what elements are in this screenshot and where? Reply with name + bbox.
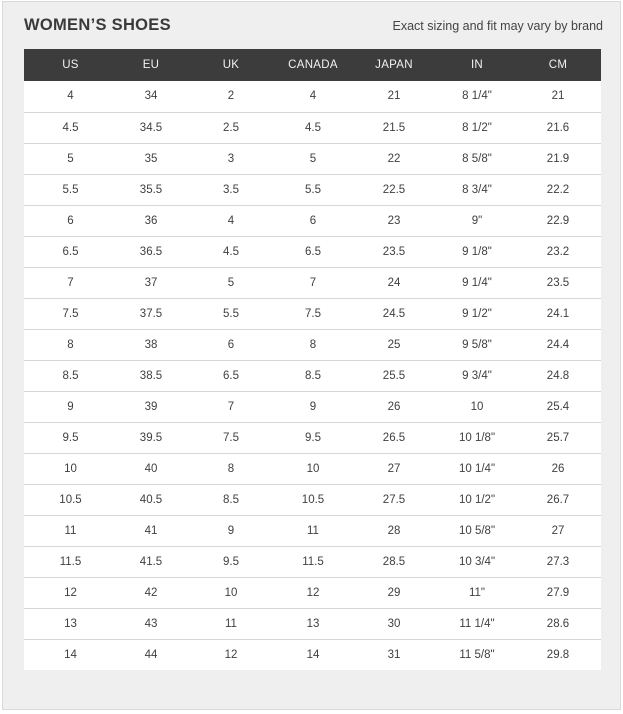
cell-canada: 7.5 <box>277 298 349 329</box>
cell-canada: 4 <box>277 81 349 112</box>
cell-eu: 38.5 <box>117 360 185 391</box>
table-row <box>24 484 601 515</box>
cell-cm: 22.2 <box>515 174 601 205</box>
cell-cm: 24.1 <box>515 298 601 329</box>
cell-japan: 21 <box>349 81 439 112</box>
cell-cm: 23.2 <box>515 236 601 267</box>
cell-eu: 37 <box>117 267 185 298</box>
cell-canada: 12 <box>277 577 349 608</box>
cell-japan: 27 <box>349 453 439 484</box>
table-row <box>24 515 601 546</box>
table-row <box>24 174 601 205</box>
table-header <box>24 49 601 81</box>
cell-eu: 34 <box>117 81 185 112</box>
cell-uk: 2 <box>185 81 277 112</box>
cell-in: 10 5/8" <box>439 515 515 546</box>
cell-in: 8 5/8" <box>439 143 515 174</box>
cell-eu: 39.5 <box>117 422 185 453</box>
cell-uk: 4 <box>185 205 277 236</box>
cell-in: 8 3/4" <box>439 174 515 205</box>
cell-japan: 28 <box>349 515 439 546</box>
cell-cm: 26 <box>515 453 601 484</box>
table-row <box>24 112 601 143</box>
cell-us: 10.5 <box>24 484 117 515</box>
cell-us: 5.5 <box>24 174 117 205</box>
cell-in: 8 1/4" <box>439 81 515 112</box>
cell-us: 8 <box>24 329 117 360</box>
cell-cm: 29.8 <box>546 648 570 661</box>
cell-in: 9 1/4" <box>439 267 515 298</box>
cell-canada: 6 <box>277 205 349 236</box>
cell-eu: 35 <box>117 143 185 174</box>
cell-japan: 25 <box>349 329 439 360</box>
cell-us: 4.5 <box>24 112 117 143</box>
sizing-note: Exact sizing and fit may vary by brand <box>392 19 603 33</box>
cell-canada: 5 <box>277 143 349 174</box>
table-row <box>24 81 601 112</box>
cell-canada: 8 <box>277 329 349 360</box>
cell-eu: 39 <box>117 391 185 422</box>
size-conversion-table <box>24 49 601 670</box>
column-header-uk: UK <box>185 49 277 81</box>
cell-cm: 26.7 <box>515 484 601 515</box>
cell-japan: 25.5 <box>349 360 439 391</box>
cell-uk: 8.5 <box>185 484 277 515</box>
table-row <box>24 546 601 577</box>
cell-us: 13 <box>24 608 117 639</box>
cell-in: 8 1/2" <box>439 112 515 143</box>
cell-cm: 21.6 <box>515 112 601 143</box>
cell-cm: 27.9 <box>515 577 601 608</box>
cell-cm: 21 <box>515 81 601 112</box>
cell-uk: 7 <box>185 391 277 422</box>
cell-cm: 21.9 <box>515 143 601 174</box>
cell-uk: 3 <box>185 143 277 174</box>
cell-uk: 8 <box>185 453 277 484</box>
cell-eu: 38 <box>117 329 185 360</box>
cell-japan: 21.5 <box>349 112 439 143</box>
table-row <box>24 422 601 453</box>
cell-canada: 6.5 <box>277 236 349 267</box>
cell-uk: 4.5 <box>185 236 277 267</box>
cell-eu: 36.5 <box>117 236 185 267</box>
table-row <box>24 236 601 267</box>
table-row <box>24 267 601 298</box>
column-header-eu: EU <box>117 49 185 81</box>
chart-header <box>24 14 602 40</box>
cell-us: 6.5 <box>24 236 117 267</box>
cell-uk: 6 <box>185 329 277 360</box>
cell-japan: 24.5 <box>349 298 439 329</box>
cell-canada: 11 <box>277 515 349 546</box>
cell-us: 7 <box>24 267 117 298</box>
cell-eu: 40.5 <box>117 484 185 515</box>
column-header-us: US <box>24 49 117 81</box>
cell-eu: 43 <box>117 608 185 639</box>
cell-in: 10 1/2" <box>439 484 515 515</box>
cell-us: 8.5 <box>24 360 117 391</box>
table-row <box>24 391 601 422</box>
cell-uk: 5 <box>185 267 277 298</box>
cell-us: 5 <box>24 143 117 174</box>
cell-eu: 36 <box>117 205 185 236</box>
cell-in: 11" <box>439 577 515 608</box>
cell-us: 7.5 <box>24 298 117 329</box>
cell-us: 14 <box>64 648 77 661</box>
cell-in: 9 5/8" <box>439 329 515 360</box>
cell-canada: 7 <box>277 267 349 298</box>
cell-in: 10 1/8" <box>439 422 515 453</box>
column-header-cm: CM <box>515 49 601 81</box>
cell-cm: 28.6 <box>515 608 601 639</box>
cell-japan: 29 <box>349 577 439 608</box>
cell-eu: 35.5 <box>117 174 185 205</box>
cell-cm: 22.9 <box>515 205 601 236</box>
cell-in: 9" <box>439 205 515 236</box>
cell-eu: 37.5 <box>117 298 185 329</box>
cell-in: 10 1/4" <box>439 453 515 484</box>
cell-canada: 9.5 <box>277 422 349 453</box>
cell-canada: 4.5 <box>277 112 349 143</box>
header-row <box>24 49 601 81</box>
cell-japan: 22.5 <box>349 174 439 205</box>
cell-in: 9 3/4" <box>439 360 515 391</box>
cell-us: 4 <box>24 81 117 112</box>
cell-uk: 3.5 <box>185 174 277 205</box>
cell-cm: 23.5 <box>515 267 601 298</box>
cell-uk: 6.5 <box>185 360 277 391</box>
cell-us: 11.5 <box>24 546 117 577</box>
cell-canada: 14 <box>306 648 320 661</box>
cell-cm: 25.7 <box>515 422 601 453</box>
table-row <box>24 205 601 236</box>
cell-canada: 13 <box>277 608 349 639</box>
cell-japan: 26 <box>349 391 439 422</box>
cell-japan: 24 <box>349 267 439 298</box>
cell-canada: 11.5 <box>277 546 349 577</box>
cell-cm: 24.4 <box>515 329 601 360</box>
size-chart-card <box>2 1 621 710</box>
cell-uk: 11 <box>185 608 277 639</box>
cell-uk: 9.5 <box>185 546 277 577</box>
column-header-japan: JAPAN <box>349 49 439 81</box>
table-row <box>24 298 601 329</box>
table-row <box>24 608 601 639</box>
cell-uk: 9 <box>185 515 277 546</box>
column-header-in: IN <box>439 49 515 81</box>
cell-cm: 27 <box>515 515 601 546</box>
cell-canada: 8.5 <box>277 360 349 391</box>
cell-uk: 10 <box>185 577 277 608</box>
cell-us: 9.5 <box>24 422 117 453</box>
cell-uk: 7.5 <box>185 422 277 453</box>
cell-japan: 23.5 <box>349 236 439 267</box>
cell-japan: 30 <box>349 608 439 639</box>
cell-japan: 26.5 <box>349 422 439 453</box>
chart-title: WOMEN’S SHOES <box>24 16 171 34</box>
cell-japan: 22 <box>349 143 439 174</box>
table-row <box>24 329 601 360</box>
cell-eu: 44 <box>144 648 158 661</box>
cell-canada: 10.5 <box>277 484 349 515</box>
cell-in: 9 1/8" <box>439 236 515 267</box>
cell-uk: 2.5 <box>185 112 277 143</box>
cell-japan: 27.5 <box>349 484 439 515</box>
cell-japan: 23 <box>349 205 439 236</box>
cell-eu: 34.5 <box>117 112 185 143</box>
cell-cm: 27.3 <box>515 546 601 577</box>
cell-canada: 9 <box>277 391 349 422</box>
cell-us: 10 <box>24 453 117 484</box>
cell-us: 12 <box>24 577 117 608</box>
cell-canada: 10 <box>277 453 349 484</box>
cell-in: 10 3/4" <box>439 546 515 577</box>
cell-eu: 41.5 <box>117 546 185 577</box>
table-row <box>24 577 601 608</box>
table-row <box>24 143 601 174</box>
cell-cm: 24.8 <box>515 360 601 391</box>
table-row <box>24 360 601 391</box>
cell-us: 11 <box>24 515 117 546</box>
table-body <box>24 81 601 670</box>
cell-eu: 41 <box>117 515 185 546</box>
cell-canada: 5.5 <box>277 174 349 205</box>
cell-in: 11 5/8" <box>459 648 495 661</box>
column-header-canada: CANADA <box>277 49 349 81</box>
cell-uk: 12 <box>224 648 238 661</box>
cell-us: 9 <box>24 391 117 422</box>
table-row <box>24 453 601 484</box>
cell-us: 6 <box>24 205 117 236</box>
cell-in: 9 1/2" <box>439 298 515 329</box>
cell-uk: 5.5 <box>185 298 277 329</box>
cell-in: 10 <box>439 391 515 422</box>
cell-in: 11 1/4" <box>439 608 515 639</box>
cell-eu: 42 <box>117 577 185 608</box>
cell-cm: 25.4 <box>515 391 601 422</box>
cell-japan: 31 <box>387 648 401 661</box>
cell-japan: 28.5 <box>349 546 439 577</box>
table-row <box>24 639 601 670</box>
cell-eu: 40 <box>117 453 185 484</box>
